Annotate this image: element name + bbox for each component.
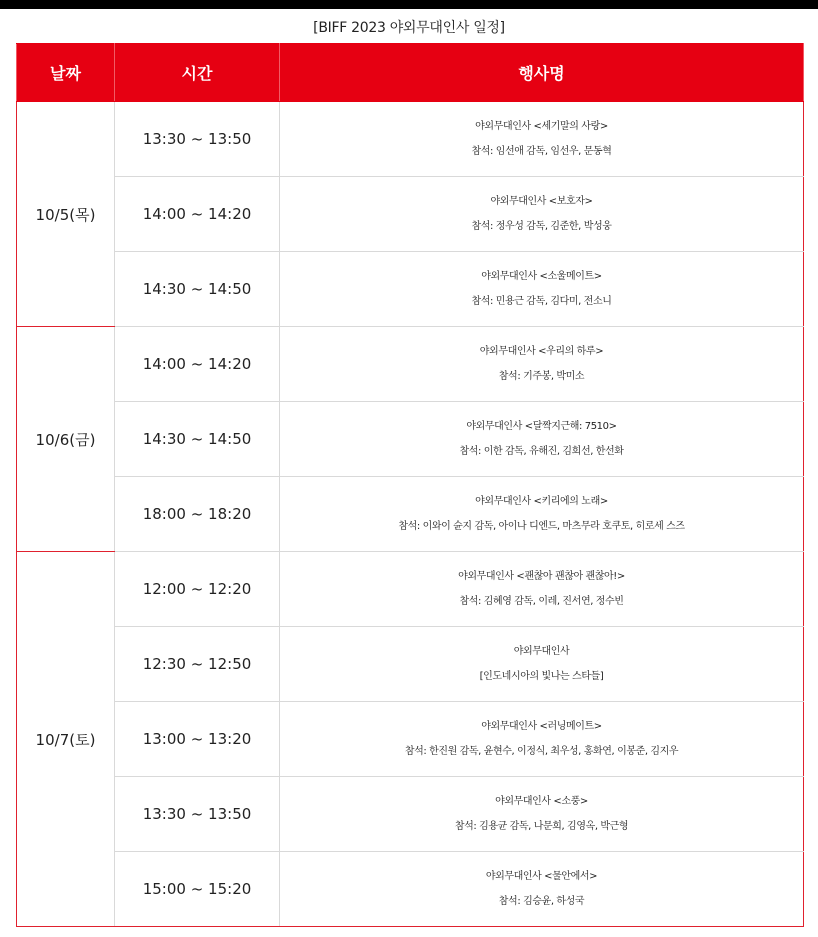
event-cell <box>280 327 804 402</box>
event-title: 야외무대인사 <키리에의 노래> <box>475 496 608 507</box>
schedule-caption: [BIFF 2023 야외무대인사 일정] <box>313 20 505 36</box>
event-title: 야외무대인사 <세기말의 사랑> <box>475 121 608 132</box>
event-cell <box>280 177 804 252</box>
table-row <box>17 102 804 177</box>
time-cell: 14:00 ~ 14:20 <box>115 327 280 402</box>
event-attendees: 참석: 김승윤, 하성국 <box>498 896 585 907</box>
event-title: 야외무대인사 <우리의 하루> <box>479 346 604 357</box>
time-cell: 14:30 ~ 14:50 <box>115 252 280 327</box>
event-attendees: 참석: 민용근 감독, 김다미, 전소니 <box>471 296 612 307</box>
event-title: 야외무대인사 <보호자> <box>490 196 593 207</box>
table-row <box>17 852 804 927</box>
event-attendees: 참석: 이한 감독, 유해진, 김희선, 한선화 <box>459 446 624 457</box>
time-cell: 12:30 ~ 12:50 <box>115 627 280 702</box>
event-title: 야외무대인사 <러닝메이트> <box>481 721 602 732</box>
table-row <box>17 327 804 402</box>
event-title: 야외무대인사 <괜찮아 괜찮아 괜찮아!> <box>458 571 625 582</box>
top-bar <box>0 0 818 9</box>
event-cell <box>280 102 804 177</box>
event-title: 야외무대인사 <물안에서> <box>485 871 598 882</box>
event-attendees: 참석: 김혜영 감독, 이레, 진서연, 정수빈 <box>459 596 624 607</box>
schedule-body <box>17 102 804 927</box>
table-row <box>17 552 804 627</box>
event-cell <box>280 477 804 552</box>
event-title: 야외무대인사 <box>513 646 570 657</box>
event-attendees: [인도네시아의 빛나는 스타들] <box>479 671 604 682</box>
table-row <box>17 702 804 777</box>
header-time: 시간 <box>115 44 280 102</box>
event-attendees: 참석: 기주봉, 박미소 <box>498 371 585 382</box>
header-row <box>17 44 804 102</box>
event-cell <box>280 627 804 702</box>
event-title: 야외무대인사 <소풍> <box>495 796 588 807</box>
event-cell <box>280 702 804 777</box>
event-attendees: 참석: 임선애 감독, 임선우, 문동혁 <box>471 146 612 157</box>
event-attendees: 참석: 김용균 감독, 나문희, 김영옥, 박근형 <box>454 821 629 832</box>
table-row <box>17 777 804 852</box>
table-row <box>17 177 804 252</box>
event-cell <box>280 552 804 627</box>
event-cell <box>280 252 804 327</box>
event-attendees: 참석: 이와이 슌지 감독, 아이나 디엔드, 마츠무라 호쿠토, 히로세 스즈 <box>398 521 685 532</box>
header-date: 날짜 <box>17 44 115 102</box>
event-cell <box>280 852 804 927</box>
date-cell: 10/7(토) <box>17 552 115 927</box>
table-row <box>17 252 804 327</box>
table-row <box>17 627 804 702</box>
date-cell: 10/6(금) <box>17 327 115 552</box>
event-title: 야외무대인사 <달짝지근해: 7510> <box>466 421 617 432</box>
table-row <box>17 477 804 552</box>
event-cell <box>280 402 804 477</box>
time-cell: 12:00 ~ 12:20 <box>115 552 280 627</box>
time-cell: 13:30 ~ 13:50 <box>115 777 280 852</box>
event-title: 야외무대인사 <소울메이트> <box>481 271 602 282</box>
event-attendees: 참석: 정우성 감독, 김준한, 박성웅 <box>471 221 612 232</box>
header-event: 행사명 <box>280 44 804 102</box>
time-cell: 13:30 ~ 13:50 <box>115 102 280 177</box>
time-cell: 14:30 ~ 14:50 <box>115 402 280 477</box>
schedule-table <box>16 43 804 927</box>
time-cell: 13:00 ~ 13:20 <box>115 702 280 777</box>
event-cell <box>280 777 804 852</box>
time-cell: 14:00 ~ 14:20 <box>115 177 280 252</box>
table-row <box>17 402 804 477</box>
event-attendees: 참석: 한진원 감독, 윤현수, 이정식, 최우성, 홍화연, 이봉준, 김지우 <box>404 746 679 757</box>
time-cell: 15:00 ~ 15:20 <box>115 852 280 927</box>
date-cell: 10/5(목) <box>17 102 115 327</box>
time-cell: 18:00 ~ 18:20 <box>115 477 280 552</box>
